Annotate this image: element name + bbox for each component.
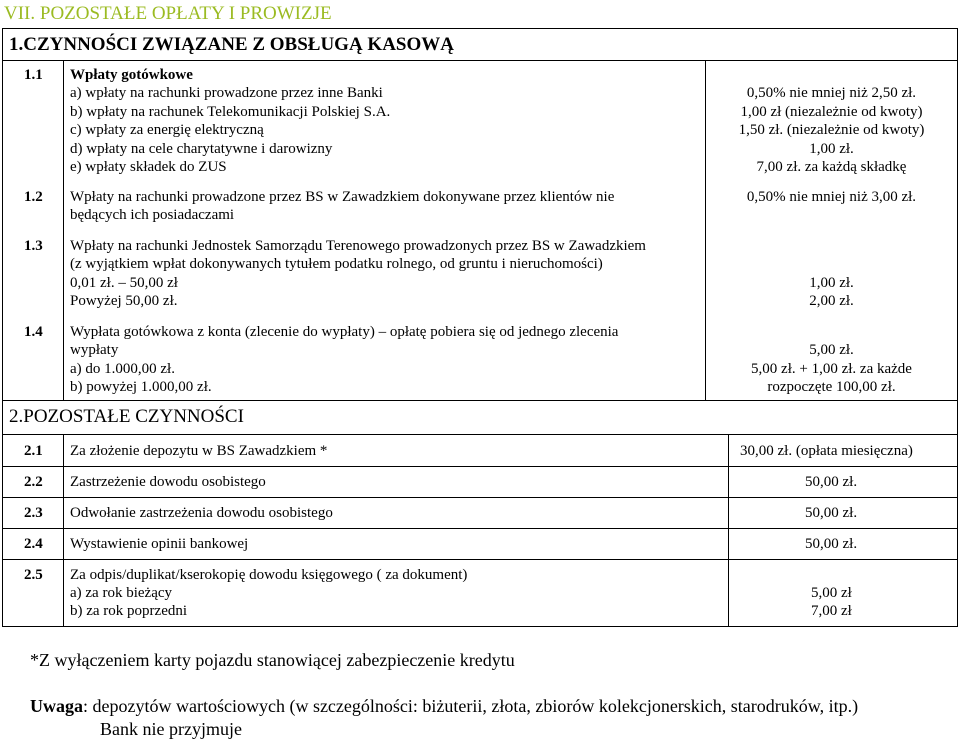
row-number: 1.2 [24, 189, 43, 205]
note-label: Uwaga [30, 696, 83, 716]
fee: 50,00 zł. [805, 474, 858, 490]
section-title: VII. POZOSTAŁE OPŁATY I PROWIZJE [4, 3, 332, 24]
row-border [2, 528, 958, 529]
row-line: Wypłata gotówkowa z konta (zlecenie do wypłaty) – opłatę pobiera się od jednego zlecenia [70, 324, 619, 340]
fee: 7,00 zł [811, 603, 852, 619]
row-line: e) wpłaty składek do ZUS [70, 159, 227, 175]
row-line: 0,01 zł. – 50,00 zł [70, 275, 178, 291]
section2-header-bottom-border [2, 434, 958, 435]
table1-right-border [957, 28, 958, 627]
row-text: Odwołanie zastrzeżenia dowodu osobistego [70, 505, 333, 521]
row-line: d) wpłaty na cele charytatywne i darowizny [70, 141, 333, 157]
row-line: c) wpłaty za energię elektryczną [70, 122, 264, 138]
row-line: Wpłaty na rachunki prowadzone przez BS w Zawadzkiem dokonywane przez klientów nie [70, 189, 615, 205]
table1-left-border [2, 28, 3, 627]
note-continuation: Bank nie przyjmuje [100, 719, 242, 739]
fee: 0,50% nie mniej niż 3,00 zł. [746, 189, 917, 205]
section2-top-border [2, 400, 958, 401]
column-divider-1b [63, 434, 64, 627]
row-heading: Wpłaty gotówkowe [70, 67, 193, 83]
fee: 1,00 zł. [809, 141, 854, 157]
fee: 1,00 zł. [809, 275, 854, 291]
row-border [2, 559, 958, 560]
table-bottom-border [2, 626, 958, 627]
fee: 5,00 zł. + 1,00 zł. za każde [751, 361, 912, 377]
row-line: (z wyjątkiem wpłat dokonywanych tytułem podatku rolnego, od gruntu i nieruchomości) [70, 256, 603, 272]
row-number: 2.4 [24, 536, 43, 552]
fee: 50,00 zł. [805, 505, 858, 521]
fee: 5,00 zł. [809, 342, 854, 358]
footnote: *Z wyłączeniem karty pojazdu stanowiącej zabezpieczenie kredytu [30, 650, 515, 670]
row-number: 2.3 [24, 505, 43, 521]
fee: 50,00 zł. [805, 536, 858, 552]
fee: 30,00 zł. (opłata miesięczna) [740, 443, 913, 459]
row-line: a) za rok bieżący [70, 585, 173, 601]
fee: 7,00 zł. za każdą składkę [756, 159, 907, 175]
row-line: Powyżej 50,00 zł. [70, 293, 178, 309]
row-line: Za odpis/duplikat/kserokopię dowodu księgowego ( za dokument) [70, 567, 468, 583]
row-line: b) wpłaty na rachunek Telekomunikacji Polskiej S.A. [70, 104, 391, 120]
row-line: będących ich posiadaczami [70, 207, 235, 223]
row-number: 2.2 [24, 474, 43, 490]
fee: rozpoczęte 100,00 zł. [767, 379, 896, 395]
row-number: 1.1 [24, 67, 43, 83]
row-border [2, 497, 958, 498]
row-line: Wpłaty na rachunki Jednostek Samorządu Terenowego prowadzonych przez BS w Zawadzkiem [70, 238, 646, 254]
subsection-2-title: 2.POZOSTAŁE CZYNNOŚCI [9, 406, 244, 427]
fee: 1,00 zł (niezależnie od kwoty) [740, 104, 923, 120]
row-line: b) powyżej 1.000,00 zł. [70, 379, 212, 395]
row-text: Wystawienie opinii bankowej [70, 536, 249, 552]
row-number: 2.1 [24, 443, 43, 459]
column-divider-2b [728, 434, 729, 627]
row-text: Zastrzeżenie dowodu osobistego [70, 474, 266, 490]
row-border [2, 466, 958, 467]
column-divider-1 [63, 60, 64, 400]
fee: 2,00 zł. [809, 293, 854, 309]
table1-header-bottom-border [2, 60, 958, 61]
note [30, 694, 858, 718]
row-number: 1.4 [24, 324, 43, 340]
subsection-1-title: 1.CZYNNOŚCI ZWIĄZANE Z OBSŁUGĄ KASOWĄ [9, 34, 454, 55]
row-text: Za złożenie depozytu w BS Zawadzkiem * [70, 443, 328, 459]
row-number: 2.5 [24, 567, 43, 583]
note-text: : depozytów wartościowych (w szczególności: biżuterii, złota, zbiorów kolekcjonerskich, starodruków, itp.) [83, 696, 859, 716]
row-line: wypłaty [70, 342, 119, 358]
fee: 5,00 zł [811, 585, 852, 601]
row-line: a) wpłaty na rachunki prowadzone przez inne Banki [70, 85, 383, 101]
fee: 0,50% nie mniej niż 2,50 zł. [746, 85, 917, 101]
row-line: b) za rok poprzedni [70, 603, 188, 619]
fee: 1,50 zł. (niezależnie od kwoty) [738, 122, 925, 138]
table1-top-border [2, 28, 958, 29]
row-line: a) do 1.000,00 zł. [70, 361, 175, 377]
row-number: 1.3 [24, 238, 43, 254]
